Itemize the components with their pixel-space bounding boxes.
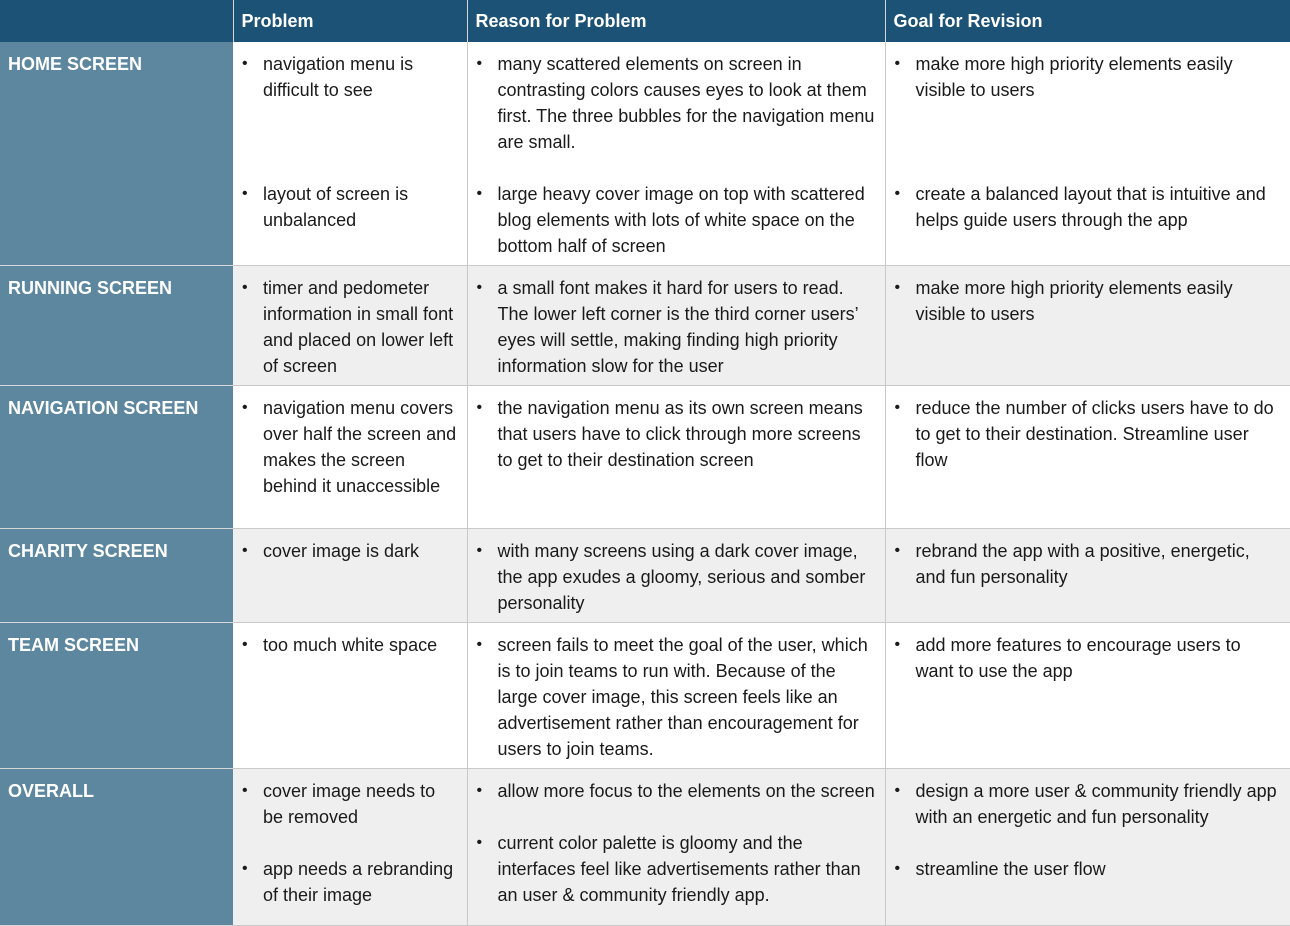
list-item: • add more features to encourage users to want to use the app	[894, 632, 1282, 684]
header-problem: Problem	[233, 0, 467, 42]
list-item: • many scattered elements on screen in contrasting colors causes eyes to look at them first. The three bubbles for the navigation menu are small.	[476, 51, 877, 155]
list-item: • allow more focus to the elements on the screen	[476, 778, 877, 804]
list-item: • cover image needs to be removed	[241, 778, 459, 830]
row-label: TEAM SCREEN	[0, 623, 233, 769]
reason-cell	[467, 769, 885, 926]
goal-cell	[885, 529, 1290, 623]
list-item: • make more high priority elements easily visible to users	[894, 275, 1282, 327]
table-row	[0, 623, 1290, 769]
list-item: • timer and pedometer information in small font and placed on lower left of screen	[241, 275, 459, 379]
list-item: • a small font makes it hard for users to read. The lower left corner is the third corner users’ eyes will settle, making finding high priority information slow for the user	[476, 275, 877, 379]
problem-cell	[233, 386, 467, 529]
reason-cell	[467, 266, 885, 386]
row-label: CHARITY SCREEN	[0, 529, 233, 623]
list-item: • create a balanced layout that is intuitive and helps guide users through the app	[894, 181, 1282, 233]
list-item: • app needs a rebranding of their image	[241, 856, 459, 908]
list-item: • layout of screen is unbalanced	[241, 181, 459, 233]
table-row	[0, 386, 1290, 529]
problem-cell	[233, 623, 467, 769]
list-item: • navigation menu covers over half the screen and makes the screen behind it unaccessible	[241, 395, 459, 499]
list-item: • reduce the number of clicks users have to do to get to their destination. Streamline user flow	[894, 395, 1282, 473]
list-item: • streamline the user flow	[894, 856, 1282, 882]
reason-cell	[467, 42, 885, 266]
list-item: • with many screens using a dark cover image, the app exudes a gloomy, serious and somber personality	[476, 538, 877, 616]
table-row	[0, 266, 1290, 386]
list-item: • current color palette is gloomy and the interfaces feel like advertisements rather than an user & community friendly app.	[476, 830, 877, 908]
problem-cell	[233, 529, 467, 623]
problem-cell	[233, 42, 467, 266]
reason-cell	[467, 529, 885, 623]
problem-cell	[233, 769, 467, 926]
table-row	[0, 42, 1290, 266]
list-item: • rebrand the app with a positive, energetic, and fun personality	[894, 538, 1282, 590]
list-item: • large heavy cover image on top with scattered blog elements with lots of white space on the bottom half of screen	[476, 181, 877, 259]
list-item: • too much white space	[241, 632, 459, 658]
row-label: OVERALL	[0, 769, 233, 926]
table-row	[0, 529, 1290, 623]
goal-cell	[885, 42, 1290, 266]
row-label: NAVIGATION SCREEN	[0, 386, 233, 529]
goal-cell	[885, 623, 1290, 769]
goal-cell	[885, 266, 1290, 386]
list-item: • navigation menu is difficult to see	[241, 51, 459, 155]
list-item: • design a more user & community friendly app with an energetic and fun personality	[894, 778, 1282, 830]
header-screen	[0, 0, 233, 42]
reason-cell	[467, 386, 885, 529]
table-row	[0, 769, 1290, 926]
goal-cell	[885, 386, 1290, 529]
problem-cell	[233, 266, 467, 386]
header-row	[0, 0, 1290, 42]
list-item: • the navigation menu as its own screen means that users have to click through more screens to get to their destination screen	[476, 395, 877, 473]
header-reason: Reason for Problem	[467, 0, 885, 42]
goal-cell	[885, 769, 1290, 926]
header-goal: Goal for Revision	[885, 0, 1290, 42]
reason-cell	[467, 623, 885, 769]
row-label: HOME SCREEN	[0, 42, 233, 266]
row-label: RUNNING SCREEN	[0, 266, 233, 386]
list-item: • cover image is dark	[241, 538, 459, 564]
list-item: • screen fails to meet the goal of the user, which is to join teams to run with. Because of the large cover image, this screen feels like an advertisement rather than encouragement for users to join teams.	[476, 632, 877, 762]
list-item: • make more high priority elements easily visible to users	[894, 51, 1282, 155]
